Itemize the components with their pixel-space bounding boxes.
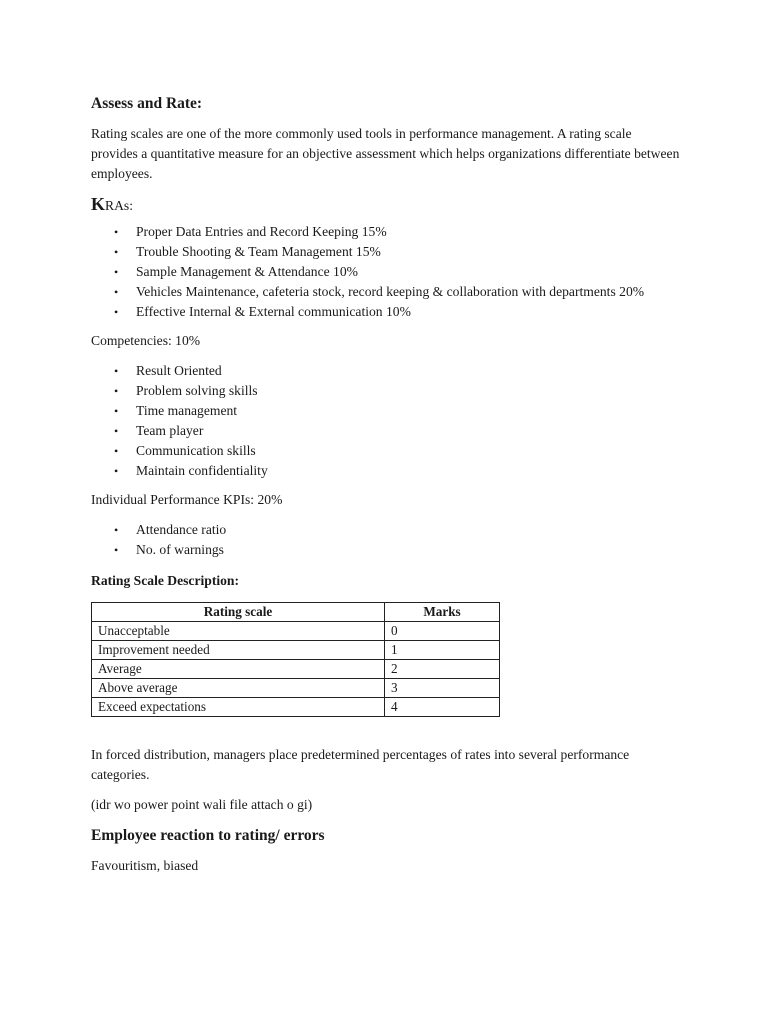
list-item-text: Trouble Shooting & Team Management 15% <box>136 244 381 259</box>
list-item-text: Attendance ratio <box>136 522 227 537</box>
bullet-icon: • <box>114 364 119 378</box>
marks-cell: 3 <box>385 679 500 698</box>
bullet-icon: • <box>114 464 119 478</box>
rating-scale-table <box>91 602 500 717</box>
list-item <box>91 222 681 242</box>
list-item <box>91 461 681 481</box>
list-item <box>91 361 681 381</box>
list-item-text: Communication skills <box>136 443 256 458</box>
intro-paragraph: Rating scales are one of the more commonly used tools in performance management. A rating scale provides a quantitative measure for an objective assessment which helps organizations differentiate between employees. <box>91 126 680 181</box>
column-header-rating-scale: Rating scale <box>92 603 385 622</box>
rating-scale-cell: Improvement needed <box>92 641 385 660</box>
bullet-icon: • <box>114 245 119 259</box>
bullet-icon: • <box>114 523 119 537</box>
list-item-text: Proper Data Entries and Record Keeping 15% <box>136 224 387 239</box>
bullet-icon: • <box>114 404 119 418</box>
list-item <box>91 302 681 322</box>
kras-label: KRAs: <box>91 194 133 214</box>
rating-scale-cell: Average <box>92 660 385 679</box>
list-item-text: Effective Internal & External communication 10% <box>136 304 411 319</box>
bullet-icon: • <box>114 543 119 557</box>
forced-distribution-paragraph: In forced distribution, managers place predetermined percentages of rates into several performance categories. <box>91 747 630 782</box>
table-row <box>92 698 500 717</box>
list-item <box>91 242 681 262</box>
list-item <box>91 540 681 560</box>
table-row <box>92 660 500 679</box>
list-item <box>91 401 681 421</box>
table-row <box>92 622 500 641</box>
list-item <box>91 421 681 441</box>
list-item-text: No. of warnings <box>136 542 224 557</box>
bullet-icon: • <box>114 285 119 299</box>
list-item-text: Team player <box>136 423 204 438</box>
list-item <box>91 282 681 302</box>
list-item-text: Result Oriented <box>136 363 222 378</box>
list-item <box>91 381 681 401</box>
table-row <box>92 679 500 698</box>
list-item-text: Maintain confidentiality <box>136 463 268 478</box>
bullet-icon: • <box>114 265 119 279</box>
list-item-text: Sample Management & Attendance 10% <box>136 264 358 279</box>
bullet-icon: • <box>114 225 119 239</box>
marks-cell: 0 <box>385 622 500 641</box>
bullet-icon: • <box>114 444 119 458</box>
competencies-list <box>91 361 681 481</box>
list-item <box>91 520 681 540</box>
kpis-label: Individual Performance KPIs: 20% <box>91 492 283 507</box>
table-row <box>92 641 500 660</box>
marks-cell: 2 <box>385 660 500 679</box>
errors-text: Favouritism, biased <box>91 858 199 873</box>
rating-scale-cell: Above average <box>92 679 385 698</box>
document-page <box>91 92 681 876</box>
list-item-text: Problem solving skills <box>136 383 258 398</box>
list-item <box>91 262 681 282</box>
section-heading-assess-rate: Assess and Rate: <box>91 95 203 112</box>
rating-scale-heading: Rating Scale Description: <box>91 573 240 588</box>
list-item-text: Vehicles Maintenance, cafeteria stock, record keeping & collaboration with departments 20% <box>136 284 645 299</box>
column-header-marks: Marks <box>385 603 500 622</box>
bullet-icon: • <box>114 384 119 398</box>
note-line: (idr wo power point wali file attach o gi) <box>91 797 313 812</box>
section-heading-errors: Employee reaction to rating/ errors <box>91 827 325 844</box>
bullet-icon: • <box>114 305 119 319</box>
marks-cell: 1 <box>385 641 500 660</box>
bullet-icon: • <box>114 424 119 438</box>
list-item-text: Time management <box>136 403 238 418</box>
marks-cell: 4 <box>385 698 500 717</box>
list-item <box>91 441 681 461</box>
kras-list <box>91 222 681 322</box>
rating-scale-cell: Unacceptable <box>92 622 385 641</box>
competencies-label: Competencies: 10% <box>91 333 201 348</box>
kpis-list <box>91 520 681 560</box>
rating-scale-cell: Exceed expectations <box>92 698 385 717</box>
table-header-row <box>92 603 500 622</box>
